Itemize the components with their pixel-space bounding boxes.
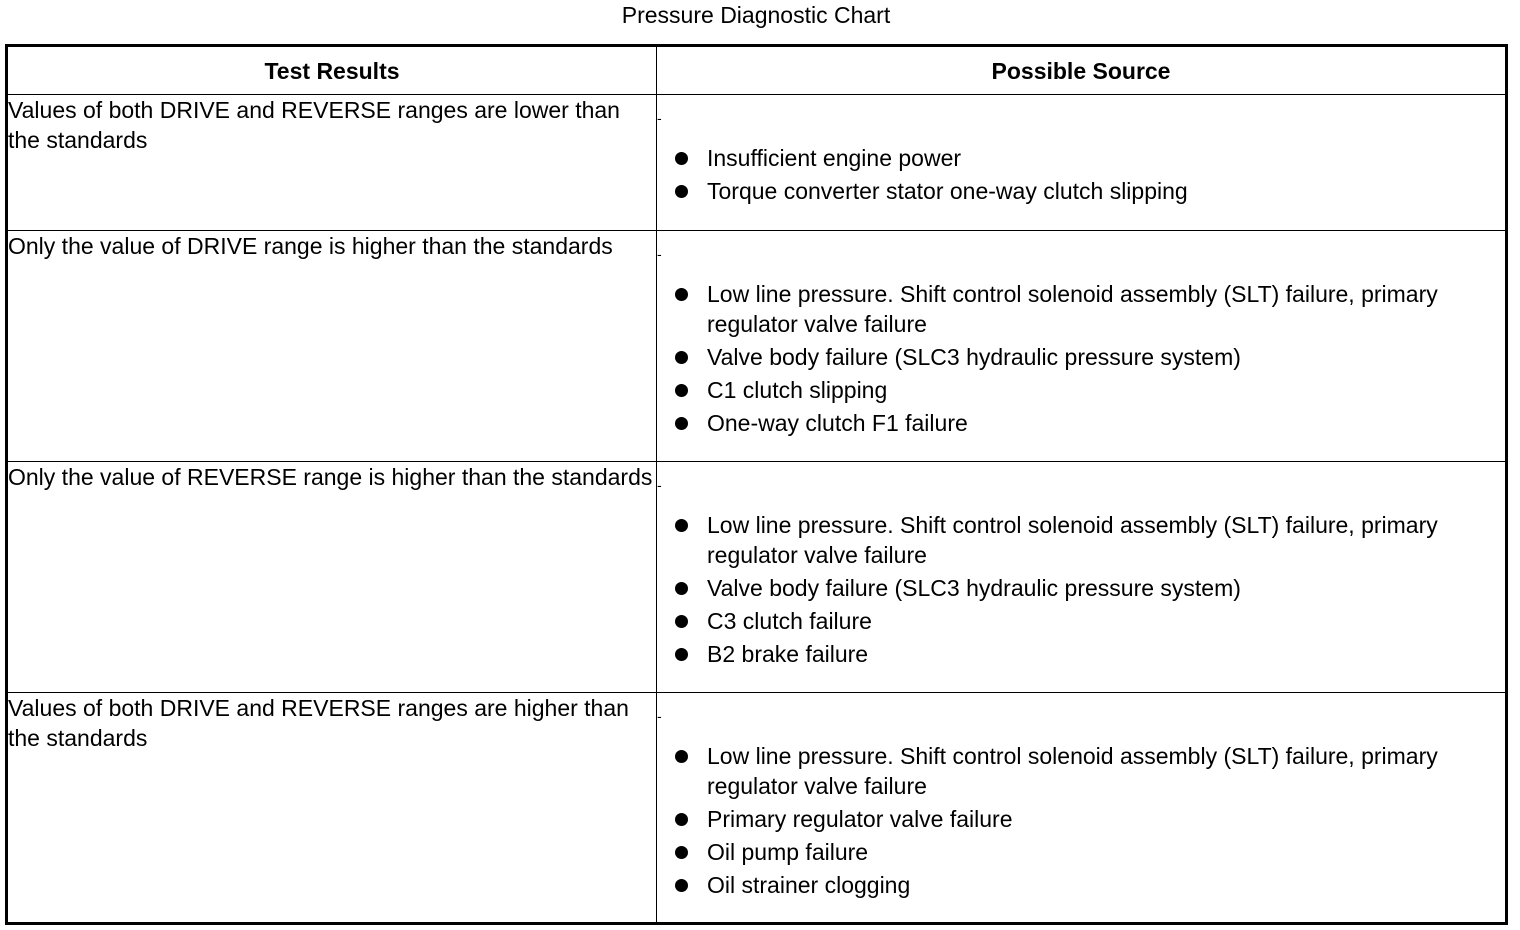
source-text: Oil strainer clogging	[707, 872, 911, 898]
header-test-results: Test Results	[7, 46, 657, 95]
bullet-icon	[675, 185, 688, 198]
page-title: Pressure Diagnostic Chart	[621, 2, 891, 28]
bullet-icon	[675, 846, 688, 859]
source-text: Low line pressure. Shift control solenoid assembly (SLT) failure, primary regulator valve failure	[707, 281, 1438, 337]
table-row	[7, 462, 1507, 693]
bullet-icon	[675, 813, 688, 826]
header-row	[7, 46, 1507, 95]
list-item	[657, 837, 1505, 867]
source-text: Low line pressure. Shift control solenoid assembly (SLT) failure, primary regulator valve failure	[707, 743, 1438, 799]
list-item	[657, 342, 1505, 372]
list-item	[657, 143, 1505, 173]
test-result-cell: Only the value of REVERSE range is higher than the standards	[7, 462, 657, 693]
list-item	[657, 375, 1505, 405]
source-text: B2 brake failure	[707, 641, 869, 667]
bullet-icon	[675, 519, 688, 532]
possible-source-cell	[657, 693, 1507, 924]
source-text: C1 clutch slipping	[707, 377, 888, 403]
bullet-icon	[675, 384, 688, 397]
test-result-cell: Values of both DRIVE and REVERSE ranges are higher than the standards	[7, 693, 657, 924]
list-item	[657, 639, 1505, 669]
bullet-icon	[675, 648, 688, 661]
test-result-cell: Only the value of DRIVE range is higher than the standards	[7, 231, 657, 462]
list-item	[657, 741, 1505, 801]
bullet-icon	[675, 351, 688, 364]
source-text: One-way clutch F1 failure	[707, 410, 968, 436]
possible-source-cell	[657, 95, 1507, 231]
list-item	[657, 510, 1505, 570]
source-text: Valve body failure (SLC3 hydraulic pressure system)	[707, 344, 1241, 370]
list-item	[657, 573, 1505, 603]
header-possible-source: Possible Source	[657, 46, 1507, 95]
marker: -	[657, 246, 662, 262]
bullet-icon	[675, 288, 688, 301]
table-row	[7, 693, 1507, 924]
table-row	[7, 231, 1507, 462]
marker: -	[657, 477, 662, 493]
list-item	[657, 279, 1505, 339]
source-text: Low line pressure. Shift control solenoid assembly (SLT) failure, primary regulator valve failure	[707, 512, 1438, 568]
list-item	[657, 606, 1505, 636]
list-item	[657, 870, 1505, 900]
source-text: C3 clutch failure	[707, 608, 872, 634]
list-item	[657, 176, 1505, 206]
source-list	[657, 741, 1505, 909]
diagnostic-table	[5, 44, 1508, 925]
bullet-icon	[675, 417, 688, 430]
bullet-icon	[675, 152, 688, 165]
marker: -	[657, 110, 662, 126]
source-text: Torque converter stator one-way clutch slipping	[707, 178, 1188, 204]
source-text: Valve body failure (SLC3 hydraulic pressure system)	[707, 575, 1241, 601]
test-result-cell: Values of both DRIVE and REVERSE ranges are lower than the standards	[7, 95, 657, 231]
bullet-icon	[675, 879, 688, 892]
source-list	[657, 510, 1505, 678]
bullet-icon	[675, 615, 688, 628]
source-text: Oil pump failure	[707, 839, 869, 865]
table-row	[7, 95, 1507, 231]
source-text: Insufficient engine power	[707, 145, 962, 171]
source-list	[657, 279, 1505, 447]
source-list	[657, 143, 1505, 215]
possible-source-cell	[657, 462, 1507, 693]
bullet-icon	[675, 750, 688, 763]
list-item	[657, 804, 1505, 834]
possible-source-cell	[657, 231, 1507, 462]
source-text: Primary regulator valve failure	[707, 806, 1013, 832]
bullet-icon	[675, 582, 688, 595]
list-item	[657, 408, 1505, 438]
marker: -	[657, 708, 662, 724]
